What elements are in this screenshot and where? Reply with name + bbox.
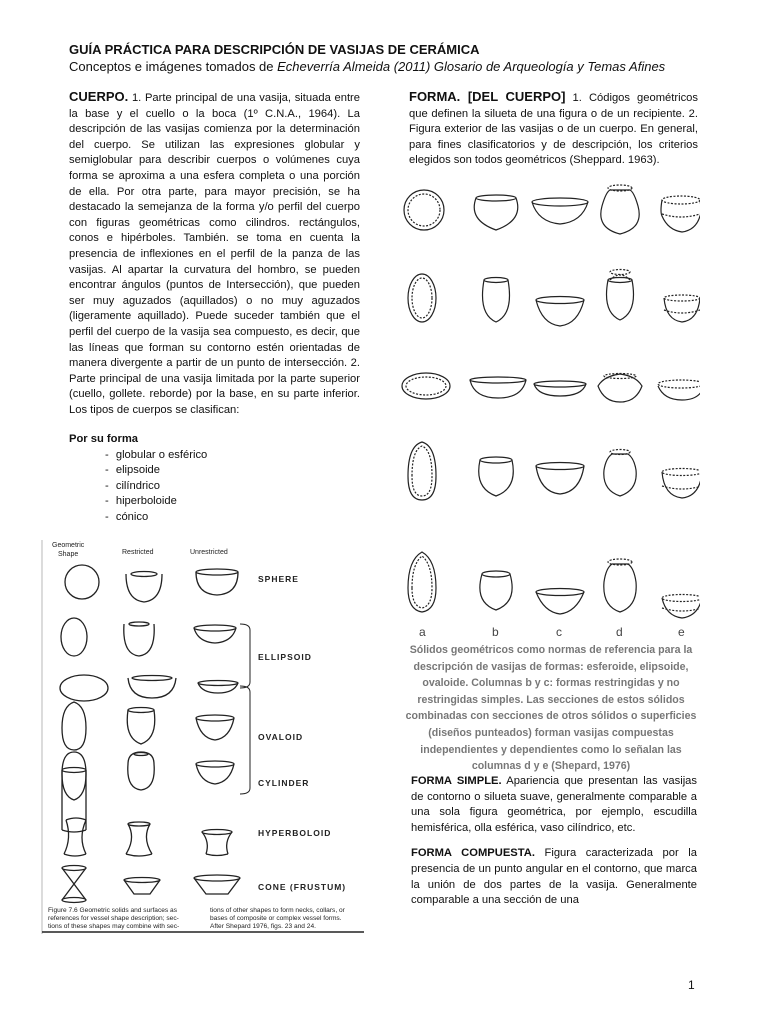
list-item: - hiperboloide xyxy=(105,494,360,509)
forma-simple-definition: Apariencia que presentan las vasijas de contorno o silueta suave, generalmente comparable a una sola figura geométrica, por ejemplo, escudilla hemisférica, olla esférica, vaso cilíndrico, etc. xyxy=(411,775,697,834)
label-ovaloid: OVALOID xyxy=(258,732,304,742)
page-header xyxy=(69,42,709,75)
figure1-caption-right-2: bases of composite or complex vessel forms. xyxy=(210,915,342,922)
cuerpo-term: CUERPO. xyxy=(69,89,129,104)
column-letter-d: d xyxy=(616,625,623,639)
por-su-forma-heading: Por su forma xyxy=(69,433,139,446)
label-cylinder: CYLINDER xyxy=(258,778,310,788)
col-header-geometric: Geometric xyxy=(52,542,85,549)
column-letter-c: c xyxy=(556,625,562,639)
forma-simple-term: FORMA SIMPLE. xyxy=(411,775,502,787)
document-title: GUÍA PRÁCTICA PARA DESCRIPCIÓN DE VASIJAS DE CERÁMICA xyxy=(69,42,480,57)
col-header-restricted: Restricted xyxy=(122,549,154,556)
column-letter-b: b xyxy=(492,625,499,639)
forma-definition: 1. Códigos geométricos que definen la silueta de una figura o de un recipiente. 2. Figura exterior de las vasijas o de un cuerpo. En general, para fines clasificatorios y de descripción, los criterios elegidos son todos geométricos (Sheppard. 1963). xyxy=(409,92,698,167)
label-ellipsoid: ELLIPSOID xyxy=(258,652,312,662)
list-item: - elipsoide xyxy=(105,463,360,478)
body-types-list xyxy=(69,448,360,525)
subtitle-reference: Echeverría Almeida (2011) Glosario de Arqueología y Temas Afines xyxy=(277,59,666,74)
figure1-caption-right-1: tions of other shapes to form necks, collars, or xyxy=(210,907,345,914)
page-number: 1 xyxy=(688,978,695,992)
label-hyperboloid: HYPERBOLOID xyxy=(258,828,332,838)
column-letter-e: e xyxy=(678,625,685,639)
list-item: - cónico xyxy=(105,510,360,525)
list-item: - cilíndrico xyxy=(105,479,360,494)
figure1-caption-left-1: Figure 7.6 Geometric solids and surfaces as xyxy=(48,907,178,914)
forma-term: FORMA. [DEL CUERPO] xyxy=(409,89,566,104)
subtitle-prefix: Conceptos e imágenes tomados de xyxy=(69,59,278,74)
forma-paragraph xyxy=(409,89,698,169)
col-header-unrestricted: Unrestricted xyxy=(190,549,228,556)
document-subtitle xyxy=(69,58,709,75)
figure-geometric-shapes xyxy=(40,538,366,934)
cuerpo-section xyxy=(69,89,360,525)
figure1-caption-left-3: tions of these shapes may combine with sec- xyxy=(48,923,180,930)
label-sphere: SPHERE xyxy=(258,574,299,584)
figure1-caption-left-2: references for vessel shape description; sec- xyxy=(48,915,179,922)
forma-simple-paragraph xyxy=(411,774,697,836)
figure1-caption-right-3: After Shepard 1976, figs. 23 and 24. xyxy=(210,923,316,930)
cuerpo-paragraph xyxy=(69,89,360,418)
list-item: - globular o esférico xyxy=(105,448,360,463)
forma-compuesta-term: FORMA COMPUESTA. xyxy=(411,847,535,860)
forma-compuesta-paragraph xyxy=(411,846,697,908)
cuerpo-definition: 1. Parte principal de una vasija, situada entre la base y el cuello o la boca (1º C.N.A., 1964). La descripción de las vasijas comienza por la determinación del cuerpo. Se utilizan las expresiones globular y semiglobular para describir cuerpos o volúmenes cuya forma se aproxima a una esfera completa o una porción de ella. Por otra parte, para mayor precisión, se ha destacado la semejanza de la forma y/o perfil del cuerpo con figuras geométricas como cilindros. rectángulos, conos e hipérboles. También. se toma en cuenta la presencia de inflexiones en el perfil de la panza de las vasijas. Al apartar la curvatura del hombro, se pueden encontrar ángulos (puntos de Intersección), que pueden ser muy aguzados (aquillados) o no muy aguzados (ligeramente aquillado). Puede suceder también que el perfil del cuerpo de la vasija sea compuesto, es decir, que las líneas que forman su contorno estén orientadas de manera divergente a partir de un punto de intersección. 2. Parte principal de una vasija limitada por la parte superior (cuello, gollete. reborde) por la base, en su parte inferior. Los tipos de cuerpos se clasifican: xyxy=(69,92,360,416)
figure-vessel-forms xyxy=(398,176,700,640)
label-cone: CONE (FRUSTUM) xyxy=(258,882,347,892)
forms-section xyxy=(411,774,697,919)
figure2-caption: Sólidos geométricos como normas de referencia para la descripción de vasijas de formas: esferoide, elipsoide, ovaloide. Columnas b y c: formas restringidas y no restringidas simples. Las secciones de estos sólidos combinadas con secciones de otros sólidos o superficies (diseños punteados) forman vasijas compuestas independientes y dependientes como lo señalan las columnas d y e (Shepard, 1976) xyxy=(405,644,697,773)
forma-section xyxy=(409,89,698,169)
forma-compuesta-definition: Figura caracterizada por la presencia de un punto angular en el contorno, que marca la unión de dos partes de la vasija. Generalmente comparable a una sección de una xyxy=(411,847,697,907)
col-header-shape: Shape xyxy=(58,551,79,558)
column-letter-a: a xyxy=(419,625,426,639)
